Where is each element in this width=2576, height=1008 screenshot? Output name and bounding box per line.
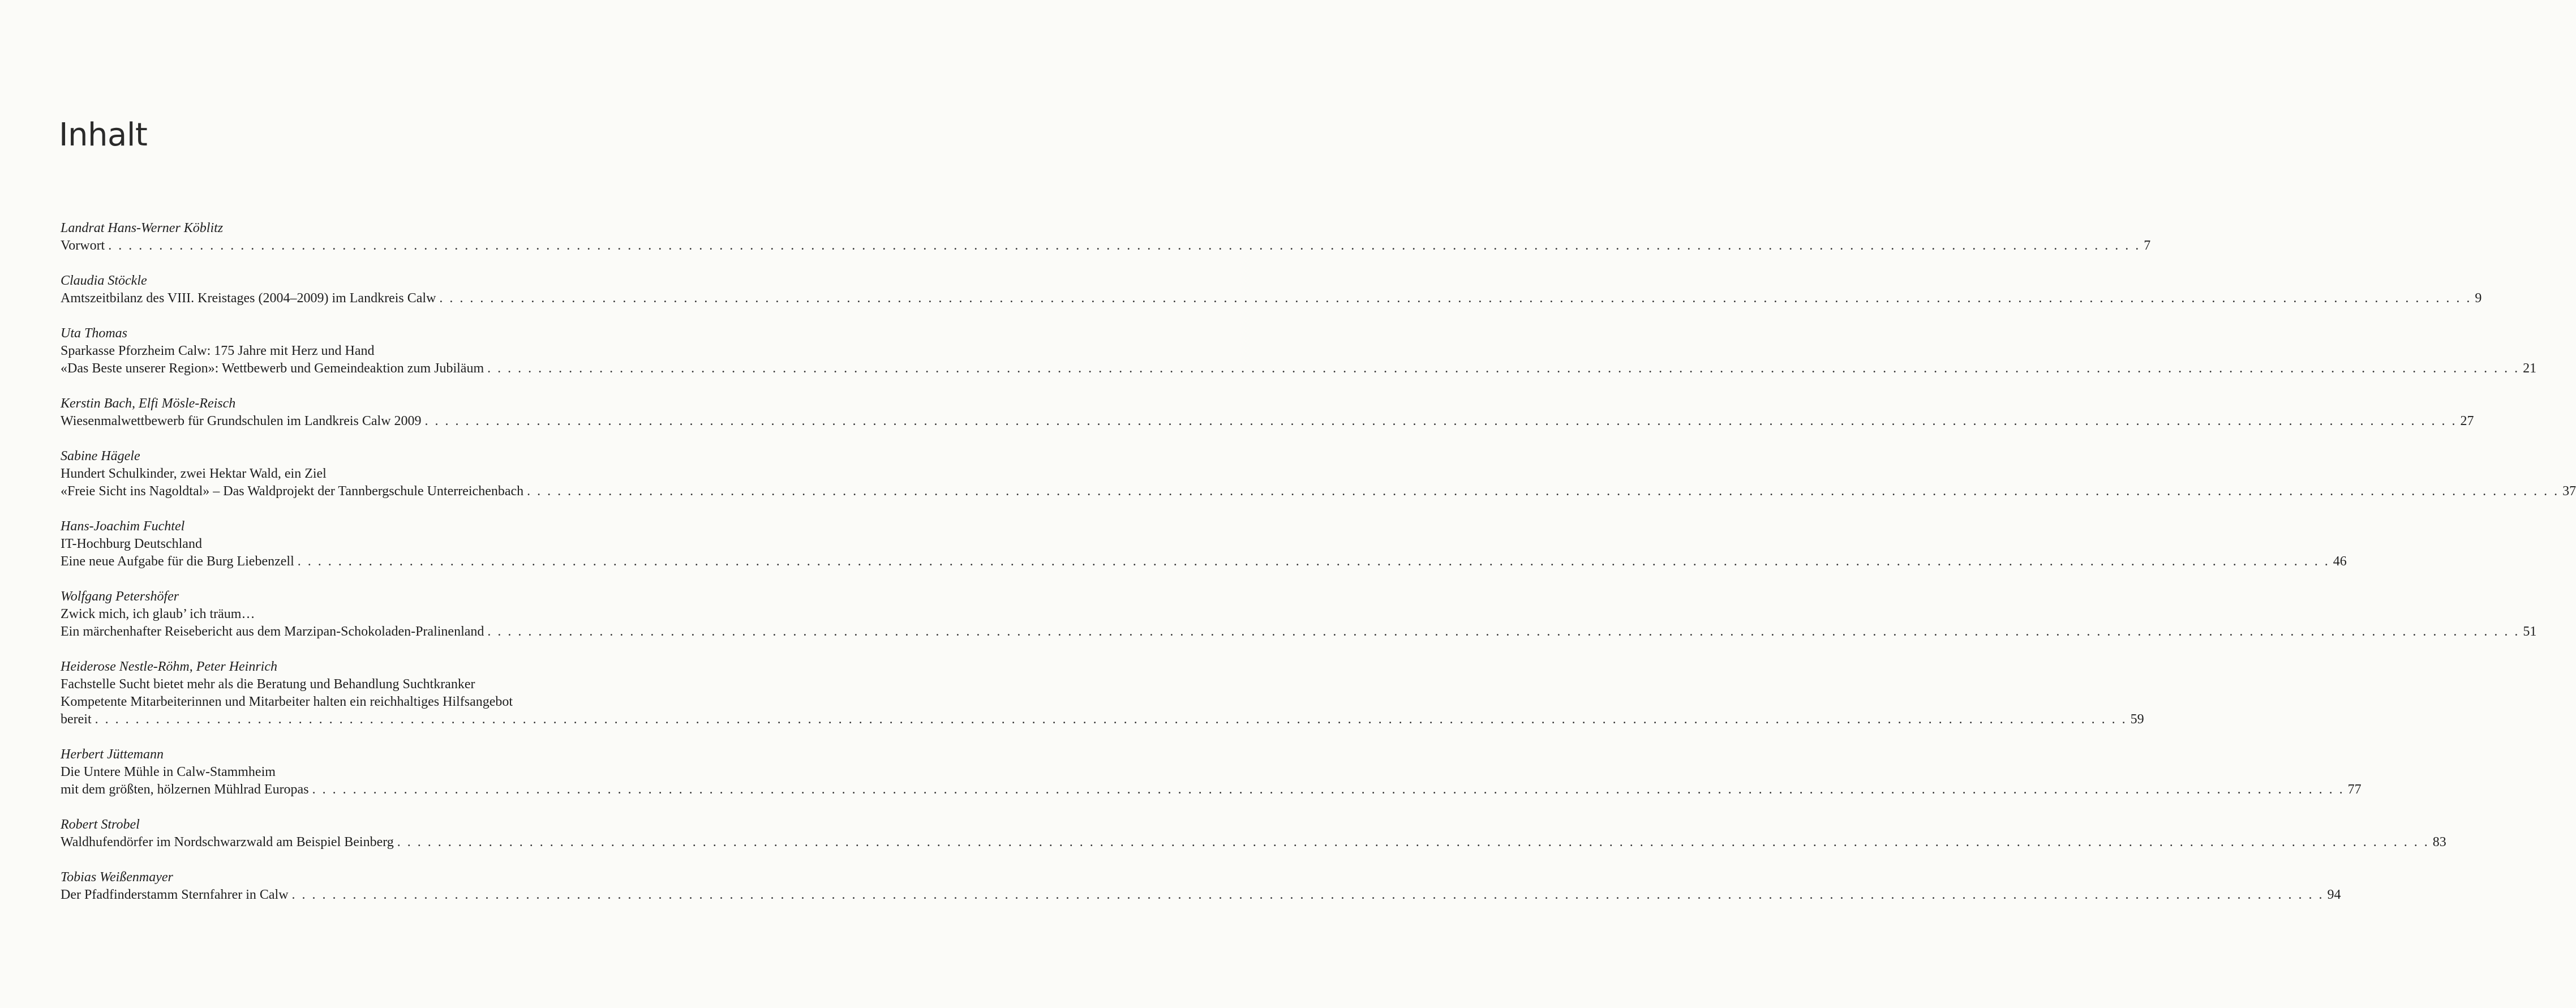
toc-entry [61, 518, 2347, 571]
toc-page-number: 9 [2475, 291, 2482, 306]
toc-title-line: mit dem größten, hölzernen Mühlrad Europas [61, 782, 309, 797]
dot-leader: . . . . . . . . . . . . . . . . . . . . . . . . . . . . . . . . . . . . . . . . . . . . . . . . . . . . . . . . . . . . . . . . . . . . . . . . . . . . . . . . . . . . . . . . . . . . . . . . . . . . . . . . . . . . . . . . . . . . . . . . . . . . . . . . . . . . . . . . . . . . . . . . . . . . . . . . . . . . . . . . . . . . . . . . . . . . . . . . . . . . . . . . . . . . . . . . . . . . . . . . [487, 624, 2520, 639]
toc-page-number: 7 [2144, 238, 2151, 253]
toc-entry [61, 325, 2537, 378]
toc-page-number: 21 [2523, 361, 2537, 376]
toc-page-number: 46 [2333, 554, 2347, 569]
toc-page-number: 51 [2523, 624, 2537, 639]
toc-entry [61, 746, 2362, 799]
toc-entry [61, 395, 2474, 430]
toc-page-number: 83 [2432, 835, 2446, 850]
toc-author: Hans-Joachim Fuchtel [61, 519, 185, 534]
toc-author: Uta Thomas [61, 326, 128, 341]
toc-title-line: Fachstelle Sucht bietet mehr als die Beratung und Behandlung Suchtkranker [61, 677, 475, 692]
toc-title-line: Sparkasse Pforzheim Calw: 175 Jahre mit Herz und Hand [61, 344, 375, 358]
dot-leader: . . . . . . . . . . . . . . . . . . . . . . . . . . . . . . . . . . . . . . . . . . . . . . . . . . . . . . . . . . . . . . . . . . . . . . . . . . . . . . . . . . . . . . . . . . . . . . . . . . . . . . . . . . . . . . . . . . . . . . . . . . . . . . . . . . . . . . . . . . . . . . . . . . . . . . . . . . . . . . . . . . . . . . . . . . . . . . . . . . . . . . . . . . . . . . . . . . . . . . . . [108, 238, 2141, 253]
toc-entry [61, 272, 2482, 307]
toc-leader-line [61, 553, 2347, 571]
toc-title-line: Ein märchenhafter Reisebericht aus dem Marzipan-Schokoladen-Pralinenland [61, 624, 484, 639]
toc-leader-line [61, 360, 2537, 378]
toc-leader-line [61, 886, 2341, 904]
toc-title-line: Der Pfadfinderstamm Sternfahrer in Calw [61, 887, 289, 902]
toc-entry [61, 220, 2151, 255]
toc-author: Claudia Stöckle [61, 273, 147, 288]
toc-page-number: 94 [2327, 887, 2341, 902]
toc-leader-line [61, 413, 2474, 430]
toc-page-number: 27 [2460, 414, 2474, 428]
toc-leader-line [61, 483, 2576, 500]
toc-leader-line [61, 237, 2151, 255]
dot-leader: . . . . . . . . . . . . . . . . . . . . . . . . . . . . . . . . . . . . . . . . . . . . . . . . . . . . . . . . . . . . . . . . . . . . . . . . . . . . . . . . . . . . . . . . . . . . . . . . . . . . . . . . . . . . . . . . . . . . . . . . . . . . . . . . . . . . . . . . . . . . . . . . . . . . . . . . . . . . . . . . . . . . . . . . . . . . . . . . . . . . . . . . . . . . . . . . . . . . . . . . [291, 887, 2324, 902]
dot-leader: . . . . . . . . . . . . . . . . . . . . . . . . . . . . . . . . . . . . . . . . . . . . . . . . . . . . . . . . . . . . . . . . . . . . . . . . . . . . . . . . . . . . . . . . . . . . . . . . . . . . . . . . . . . . . . . . . . . . . . . . . . . . . . . . . . . . . . . . . . . . . . . . . . . . . . . . . . . . . . . . . . . . . . . . . . . . . . . . . . . . . . . . . . . . . . . . . . . . . . . . [312, 782, 2345, 797]
dot-leader: . . . . . . . . . . . . . . . . . . . . . . . . . . . . . . . . . . . . . . . . . . . . . . . . . . . . . . . . . . . . . . . . . . . . . . . . . . . . . . . . . . . . . . . . . . . . . . . . . . . . . . . . . . . . . . . . . . . . . . . . . . . . . . . . . . . . . . . . . . . . . . . . . . . . . . . . . . . . . . . . . . . . . . . . . . . . . . . . . . . . . . . . . . . . . . . . . . . . . . . . [487, 361, 2520, 376]
toc-page-number: 59 [2130, 712, 2144, 727]
toc-title-line: Hundert Schulkinder, zwei Hektar Wald, ein Ziel [61, 466, 327, 481]
toc-author: Landrat Hans-Werner Köblitz [61, 221, 224, 235]
toc-author: Wolfgang Petershöfer [61, 589, 179, 604]
toc-title-line: bereit [61, 712, 92, 727]
dot-leader: . . . . . . . . . . . . . . . . . . . . . . . . . . . . . . . . . . . . . . . . . . . . . . . . . . . . . . . . . . . . . . . . . . . . . . . . . . . . . . . . . . . . . . . . . . . . . . . . . . . . . . . . . . . . . . . . . . . . . . . . . . . . . . . . . . . . . . . . . . . . . . . . . . . . . . . . . . . . . . . . . . . . . . . . . . . . . . . . . . . . . . . . . . . . . . . . . . . . . . . . [424, 414, 2457, 428]
toc-entry [61, 448, 2576, 500]
toc-author: Heiderose Nestle-Röhm, Peter Heinrich [61, 659, 278, 674]
toc-title-line: Kompetente Mitarbeiterinnen und Mitarbeiter halten ein reichhaltiges Hilfsangebot [61, 694, 513, 709]
dot-leader: . . . . . . . . . . . . . . . . . . . . . . . . . . . . . . . . . . . . . . . . . . . . . . . . . . . . . . . . . . . . . . . . . . . . . . . . . . . . . . . . . . . . . . . . . . . . . . . . . . . . . . . . . . . . . . . . . . . . . . . . . . . . . . . . . . . . . . . . . . . . . . . . . . . . . . . . . . . . . . . . . . . . . . . . . . . . . . . . . . . . . . . . . . . . . . . . . . . . . . . . [397, 835, 2429, 850]
toc-leader-line [61, 290, 2482, 307]
toc-entry [61, 588, 2537, 641]
toc-title-line: Vorwort [61, 238, 105, 253]
toc-title-line: Die Untere Mühle in Calw-Stammheim [61, 765, 276, 779]
toc-entry [61, 658, 2144, 728]
toc-title-line: Waldhufendörfer im Nordschwarzwald am Beispiel Beinberg [61, 835, 394, 850]
toc-leader-line [61, 711, 2144, 728]
dot-leader: . . . . . . . . . . . . . . . . . . . . . . . . . . . . . . . . . . . . . . . . . . . . . . . . . . . . . . . . . . . . . . . . . . . . . . . . . . . . . . . . . . . . . . . . . . . . . . . . . . . . . . . . . . . . . . . . . . . . . . . . . . . . . . . . . . . . . . . . . . . . . . . . . . . . . . . . . . . . . . . . . . . . . . . . . . . . . . . . . . . . . . . . . . . . . . . . . . . . . . . . [527, 484, 2560, 499]
toc-author: Kerstin Bach, Elfi Mösle-Reisch [61, 396, 236, 411]
toc-title-line: IT-Hochburg Deutschland [61, 537, 202, 551]
dot-leader: . . . . . . . . . . . . . . . . . . . . . . . . . . . . . . . . . . . . . . . . . . . . . . . . . . . . . . . . . . . . . . . . . . . . . . . . . . . . . . . . . . . . . . . . . . . . . . . . . . . . . . . . . . . . . . . . . . . . . . . . . . . . . . . . . . . . . . . . . . . . . . . . . . . . . . . . . . . . . . . . . . . . . . . . . . . . . . . . . . . . . . . . . . . . . . . . . . . . . . . . [95, 712, 2127, 727]
toc-page-number: 37 [2562, 484, 2576, 499]
toc-entry [61, 816, 2446, 851]
toc-title-line: Zwick mich, ich glaub’ ich träum… [61, 607, 255, 621]
dot-leader: . . . . . . . . . . . . . . . . . . . . . . . . . . . . . . . . . . . . . . . . . . . . . . . . . . . . . . . . . . . . . . . . . . . . . . . . . . . . . . . . . . . . . . . . . . . . . . . . . . . . . . . . . . . . . . . . . . . . . . . . . . . . . . . . . . . . . . . . . . . . . . . . . . . . . . . . . . . . . . . . . . . . . . . . . . . . . . . . . . . . . . . . . . . . . . . . . . . . . . . . [439, 291, 2472, 306]
toc-leader-line [61, 623, 2537, 641]
toc-page-number: 77 [2347, 782, 2362, 797]
toc-leader-line [61, 781, 2362, 799]
toc-title-line: «Freie Sicht ins Nagoldtal» – Das Waldprojekt der Tannbergschule Unterreichenbach [61, 484, 524, 499]
toc-title-line: Eine neue Aufgabe für die Burg Liebenzell [61, 554, 294, 569]
toc-title-line: Wiesenmalwettbewerb für Grundschulen im Landkreis Calw 2009 [61, 414, 422, 428]
toc-author: Tobias Weißenmayer [61, 870, 173, 885]
toc-author: Robert Strobel [61, 817, 140, 832]
dot-leader: . . . . . . . . . . . . . . . . . . . . . . . . . . . . . . . . . . . . . . . . . . . . . . . . . . . . . . . . . . . . . . . . . . . . . . . . . . . . . . . . . . . . . . . . . . . . . . . . . . . . . . . . . . . . . . . . . . . . . . . . . . . . . . . . . . . . . . . . . . . . . . . . . . . . . . . . . . . . . . . . . . . . . . . . . . . . . . . . . . . . . . . . . . . . . . . . . . . . . . . . [297, 554, 2330, 569]
toc-entry [61, 869, 2341, 904]
toc-leader-line [61, 834, 2446, 851]
page-title: Inhalt [59, 117, 148, 153]
table-of-contents [61, 220, 2576, 921]
toc-author: Herbert Jüttemann [61, 747, 164, 762]
toc-title-line: Amtszeitbilanz des VIII. Kreistages (2004–2009) im Landkreis Calw [61, 291, 436, 306]
toc-author: Sabine Hägele [61, 449, 140, 464]
toc-title-line: «Das Beste unserer Region»: Wettbewerb und Gemeindeaktion zum Jubiläum [61, 361, 484, 376]
